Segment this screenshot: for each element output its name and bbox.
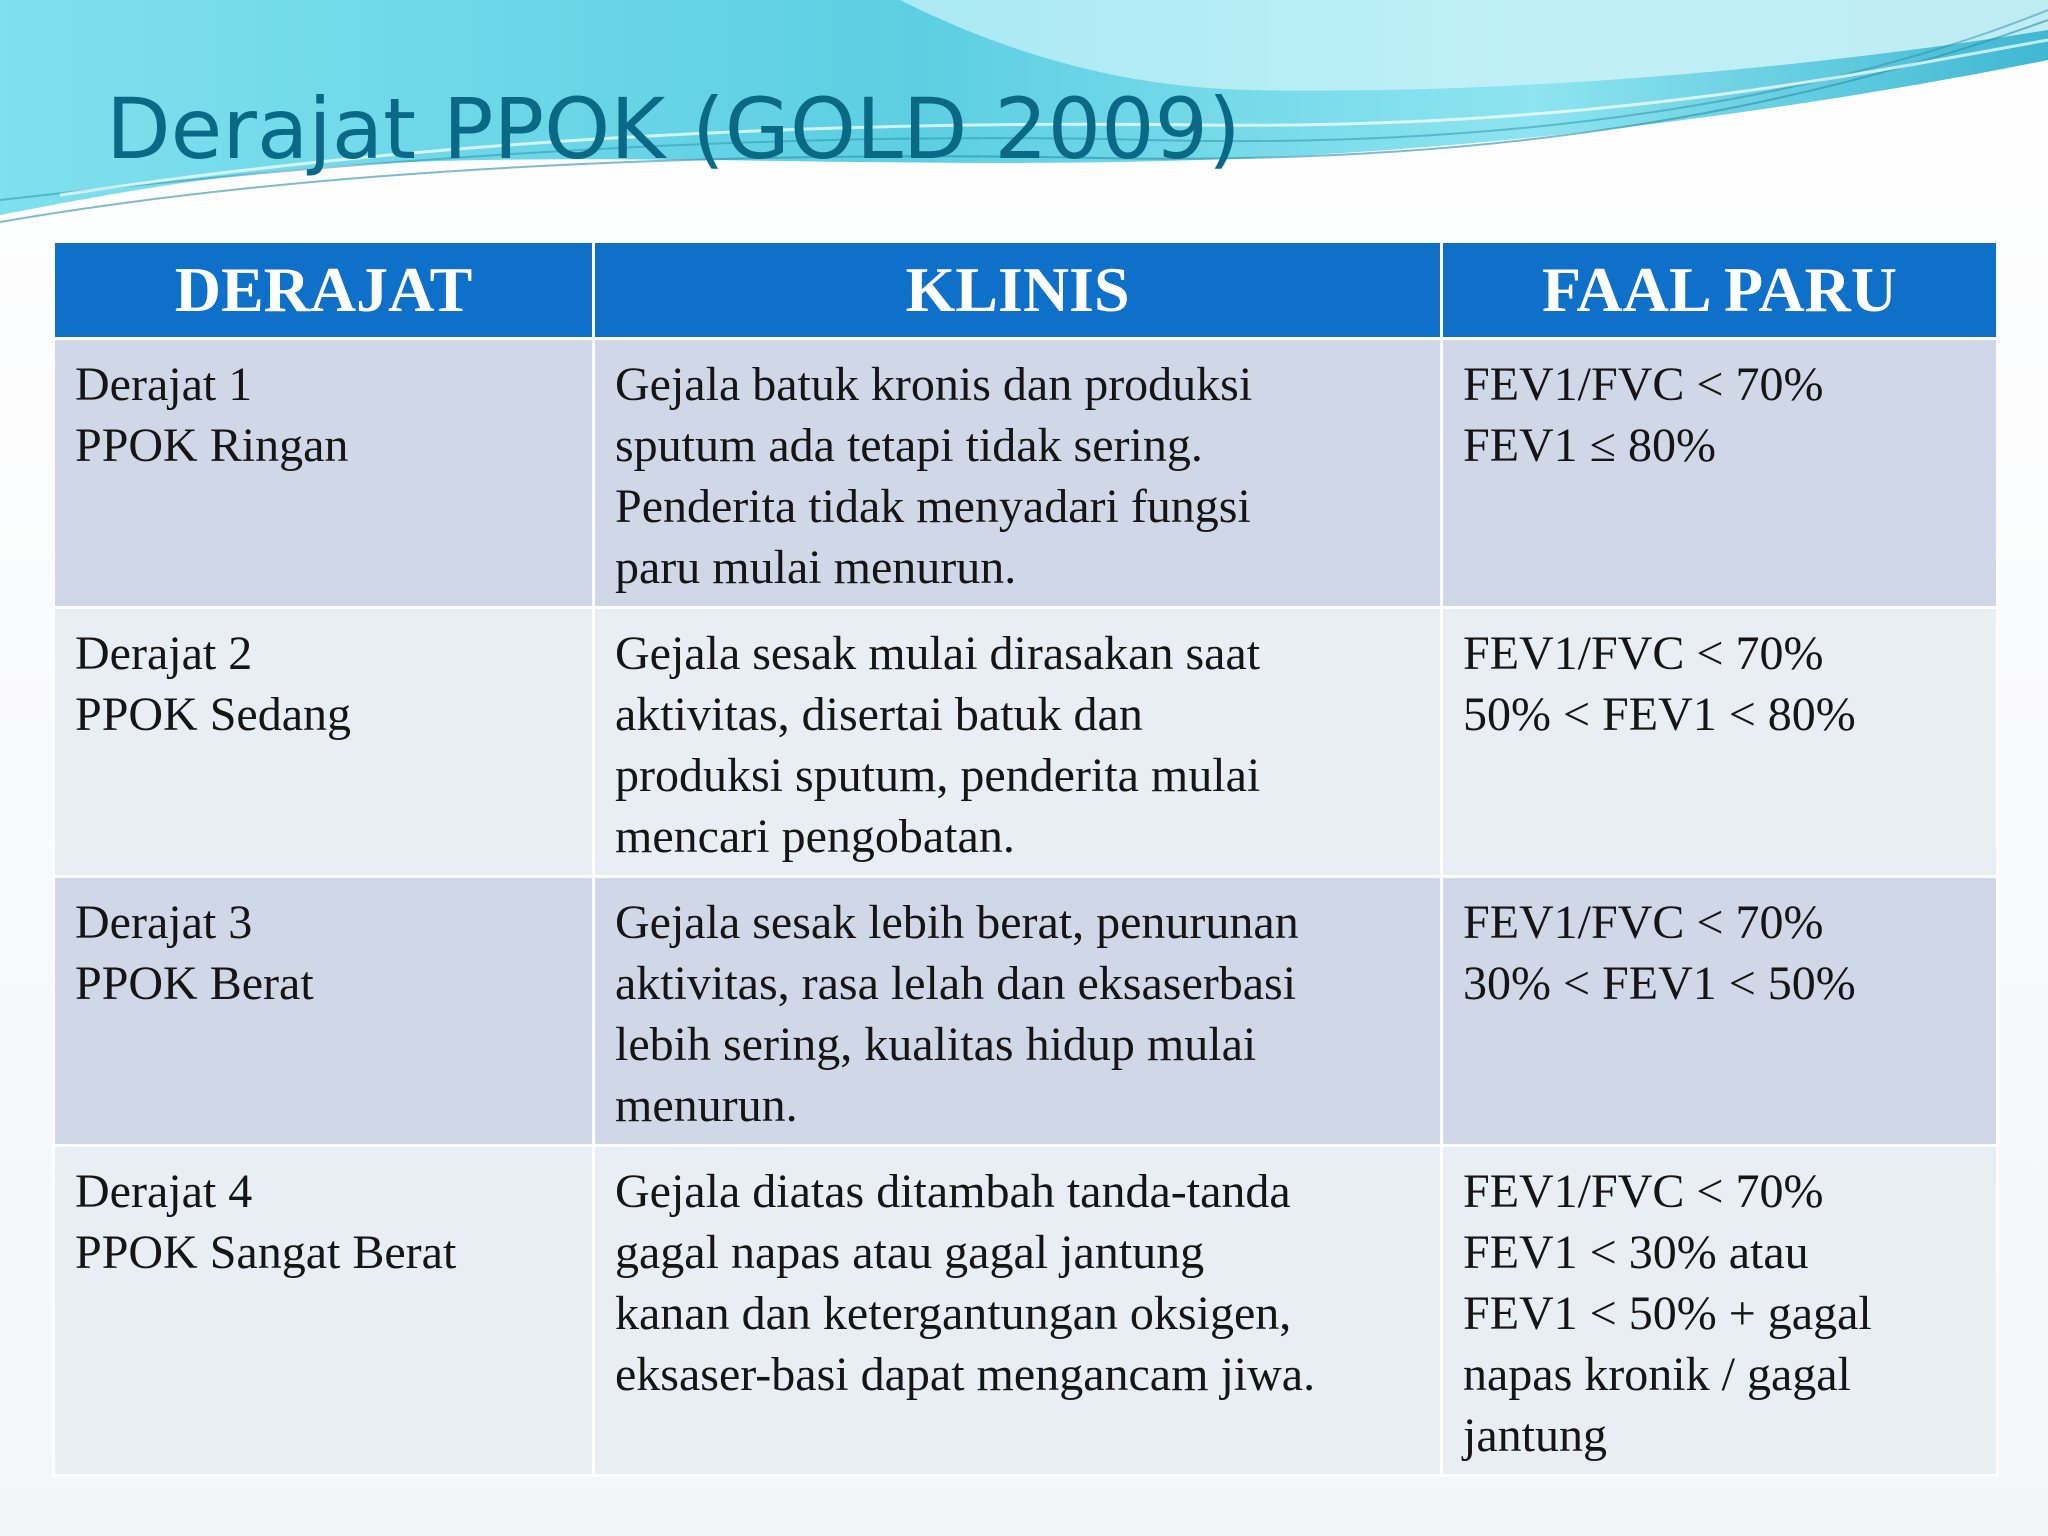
cell-line: FEV1 ≤ 80% xyxy=(1463,419,1717,472)
cell-line: PPOK Berat xyxy=(75,957,314,1010)
table-row xyxy=(54,608,1998,877)
cell-line: Gejala sesak lebih berat, penurunan xyxy=(615,896,1299,949)
cell-line: 30% < FEV1 < 50% xyxy=(1463,957,1856,1010)
cell-faal-paru xyxy=(1442,339,1998,608)
table-row xyxy=(54,1146,1998,1476)
cell-line: 50% < FEV1 < 80% xyxy=(1463,688,1856,741)
cell-line: FEV1/FVC < 70% xyxy=(1463,1165,1824,1218)
cell-line: lebih sering, kualitas hidup mulai xyxy=(615,1018,1257,1071)
cell-derajat xyxy=(54,339,594,608)
cell-derajat xyxy=(54,608,594,877)
cell-faal-paru xyxy=(1442,1146,1998,1476)
cell-klinis xyxy=(594,339,1442,608)
cell-line: FEV1 < 50% + gagal xyxy=(1463,1287,1872,1340)
cell-line: paru mulai menurun. xyxy=(615,541,1017,594)
cell-line: Gejala batuk kronis dan produksi xyxy=(615,358,1253,411)
cell-line: Derajat 2 xyxy=(75,627,253,680)
cell-line: FEV1/FVC < 70% xyxy=(1463,358,1824,411)
cell-line: FEV1/FVC < 70% xyxy=(1463,896,1824,949)
cell-line: produksi sputum, penderita mulai xyxy=(615,749,1261,802)
cell-line: Derajat 4 xyxy=(75,1165,253,1218)
cell-line: kanan dan ketergantungan oksigen, xyxy=(615,1287,1292,1340)
header-faal-paru: FAAL PARU xyxy=(1442,242,1998,339)
cell-line: napas kronik / gagal xyxy=(1463,1348,1851,1401)
cell-line: aktivitas, rasa lelah dan eksaserbasi xyxy=(615,957,1297,1010)
slide-title: Derajat PPOK (GOLD 2009) xyxy=(106,80,1241,178)
cell-line: FEV1 < 30% atau xyxy=(1463,1226,1809,1279)
cell-klinis xyxy=(594,608,1442,877)
cell-faal-paru xyxy=(1442,877,1998,1146)
table-row xyxy=(54,339,1998,608)
cell-derajat xyxy=(54,877,594,1146)
copd-grade-table xyxy=(52,240,1999,1477)
cell-line: PPOK Ringan xyxy=(75,419,349,472)
table-row xyxy=(54,877,1998,1146)
cell-line: gagal napas atau gagal jantung xyxy=(615,1226,1205,1279)
cell-line: Derajat 3 xyxy=(75,896,253,949)
cell-line: Derajat 1 xyxy=(75,358,253,411)
cell-line: menurun. xyxy=(615,1079,798,1132)
cell-line: Penderita tidak menyadari fungsi xyxy=(615,480,1251,533)
cell-line: Gejala sesak mulai dirasakan saat xyxy=(615,627,1261,680)
table-header-row xyxy=(54,242,1998,339)
cell-klinis xyxy=(594,1146,1442,1476)
cell-line: aktivitas, disertai batuk dan xyxy=(615,688,1143,741)
cell-line: eksaser-basi dapat mengancam jiwa. xyxy=(615,1348,1316,1401)
header-derajat: DERAJAT xyxy=(54,242,594,339)
cell-line: mencari pengobatan. xyxy=(615,810,1015,863)
cell-line: FEV1/FVC < 70% xyxy=(1463,627,1824,680)
cell-line: Gejala diatas ditambah tanda-tanda xyxy=(615,1165,1291,1218)
cell-klinis xyxy=(594,877,1442,1146)
cell-derajat xyxy=(54,1146,594,1476)
cell-line: PPOK Sedang xyxy=(75,688,352,741)
cell-line: jantung xyxy=(1463,1409,1607,1462)
cell-line: sputum ada tetapi tidak sering. xyxy=(615,419,1203,472)
cell-line: PPOK Sangat Berat xyxy=(75,1226,457,1279)
cell-faal-paru xyxy=(1442,608,1998,877)
header-klinis: KLINIS xyxy=(594,242,1442,339)
